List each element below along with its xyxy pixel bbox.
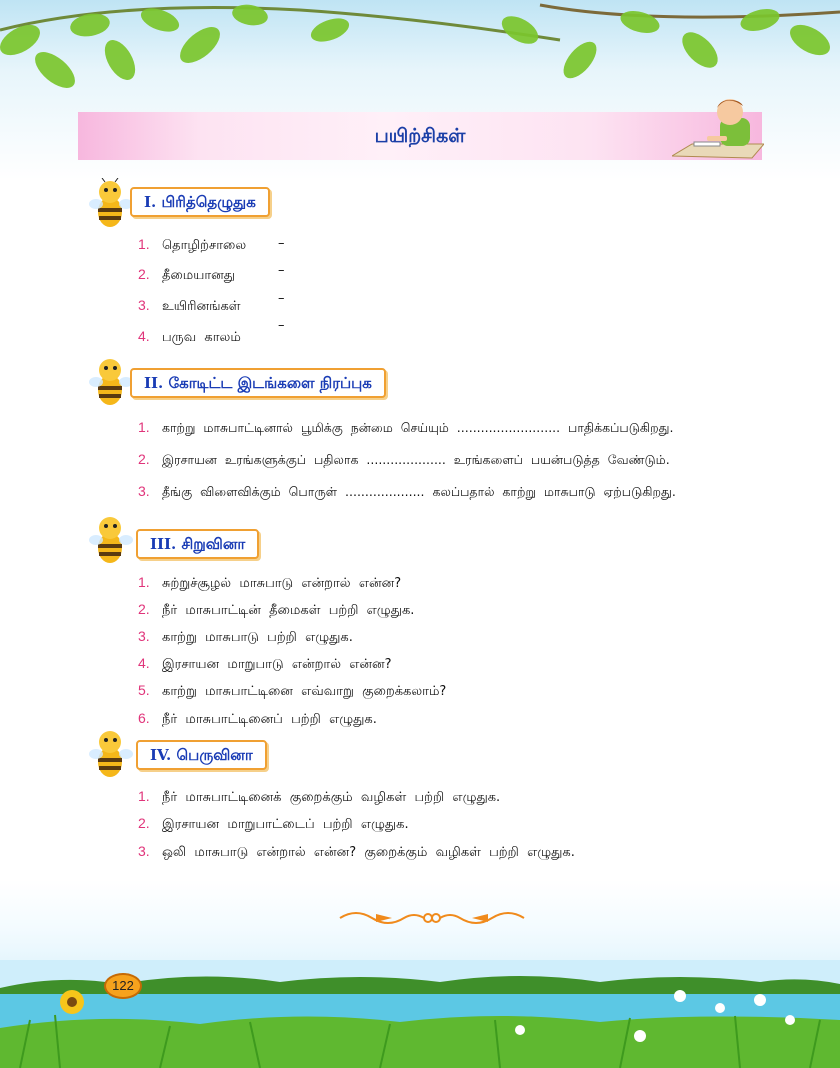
list-item: 2. நீர் மாசுபாட்டின் தீமைகள் பற்றி எழுதுக. [138,601,415,618]
dash-marker: – [278,263,285,278]
dash-marker: – [278,318,285,333]
dash-marker: – [278,291,285,306]
leaves-decoration [0,0,840,110]
page-title: பயிற்சிகள் [374,125,466,147]
section-label-1: I. பிரித்தெழுதுக [130,187,270,217]
boy-studying-illustration [672,96,764,162]
section-label-2: II. கோடிட்ட இடங்களை நிரப்புக [130,368,386,398]
list-item: 1. காற்று மாசுபாட்டினால் பூமிக்கு நன்மை செய்யும் .......................... பாதிக்கப்படுகிறது. [138,419,674,435]
list-item: 3. உயிரினங்கள் [138,297,241,314]
ornament-divider [336,906,528,930]
section-label-4: IV. பெருவினா [136,740,267,770]
list-item: 6. நீர் மாசுபாட்டினைப் பற்றி எழுதுக. [138,710,377,727]
list-item: 3. ஒலி மாசுபாடு என்றால் என்ன? குறைக்கும் வழிகள் பற்றி எழுதுக. [138,843,575,860]
list-item: 1. சுற்றுச்சூழல் மாசுபாடு என்றால் என்ன? [138,574,402,591]
bee-icon [88,514,134,568]
list-item: 3. தீங்கு விளைவிக்கும் பொருள் .................... கலப்பதால் காற்று மாசுபாடு ஏற்படுகிறது. [138,483,676,499]
list-item: 5. காற்று மாசுபாட்டினை எவ்வாறு குறைக்கலாம்? [138,682,447,699]
page-number: 122 [104,973,142,999]
list-item: 2. தீமையானது [138,266,236,283]
list-item: 1. தொழிற்சாலை [138,236,247,253]
section-label-3: III. சிறுவினா [136,529,259,559]
list-item: 3. காற்று மாசுபாடு பற்றி எழுதுக. [138,628,353,645]
list-item: 4. இரசாயன மாறுபாடு என்றால் என்ன? [138,655,392,672]
list-item: 2. இரசாயன மாறுபாட்டைப் பற்றி எழுதுக. [138,815,409,832]
bee-icon [88,178,134,232]
dash-marker: – [278,236,285,251]
list-item: 2. இரசாயன உரங்களுக்குப் பதிலாக .................... உரங்களைப் பயன்படுத்த வேண்டும். [138,451,670,467]
bee-icon [88,728,134,782]
list-item: 4. பருவ காலம் [138,328,241,345]
list-item: 1. நீர் மாசுபாட்டினைக் குறைக்கும் வழிகள் பற்றி எழுதுக. [138,788,501,805]
bee-icon [88,356,134,410]
title-banner [78,112,762,160]
